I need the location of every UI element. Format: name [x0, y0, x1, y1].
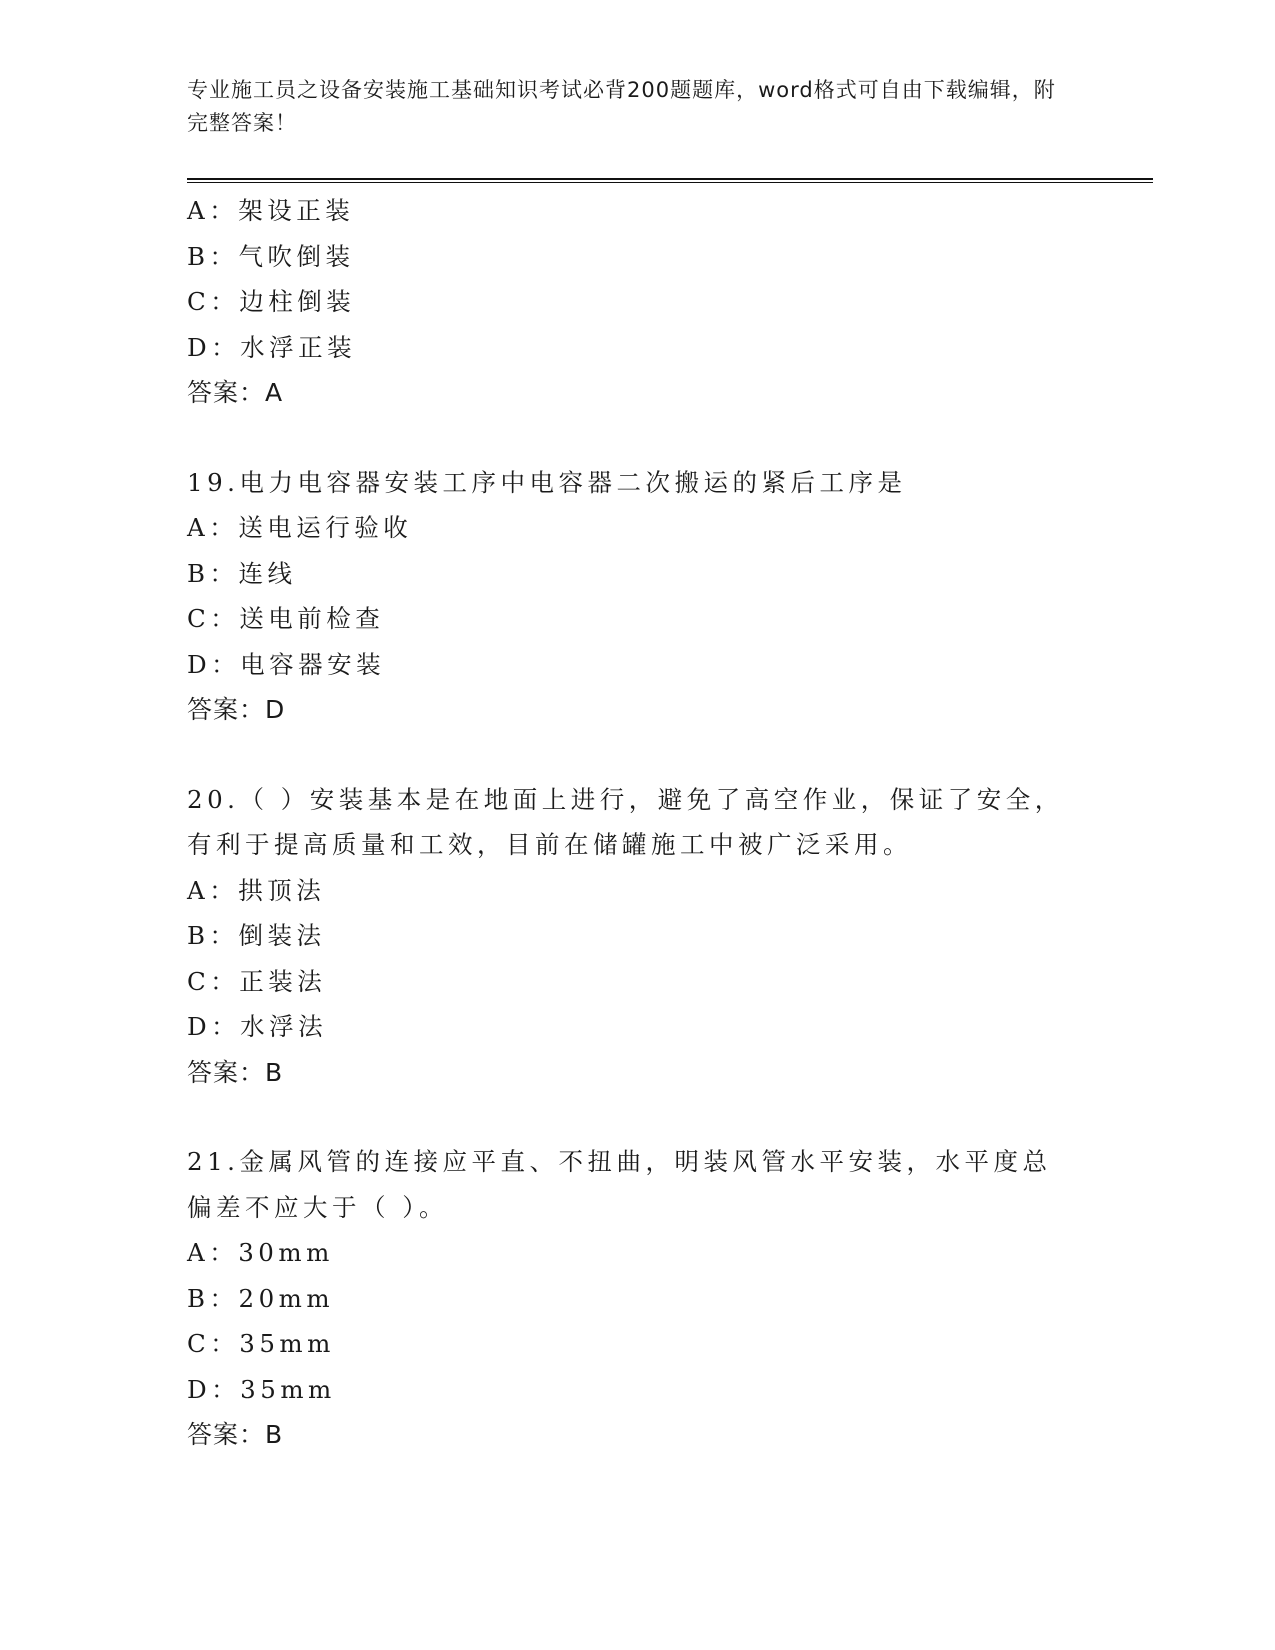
- option-b: B：倒装法: [187, 921, 326, 950]
- option-b: B：20mm: [187, 1283, 335, 1313]
- question-list: [187, 188, 1087, 1458]
- option-a: A：30mm: [187, 1238, 334, 1267]
- option-a: A：拱顶法: [187, 875, 326, 905]
- header-divider: [187, 178, 1153, 183]
- question-stem: 19.电力电容器安装工序中电容器二次搬运的紧后工序是: [187, 467, 907, 497]
- question-block: [187, 188, 1087, 416]
- question-block: [187, 777, 1087, 1096]
- option-b: B：连线: [187, 558, 297, 588]
- option-d: D：电容器安装: [187, 649, 386, 679]
- answer-line: 答案：A: [187, 378, 284, 407]
- option-c: C：送电前检查: [187, 604, 385, 633]
- option-a: A：架设正装: [187, 196, 355, 225]
- answer-line: 答案：B: [187, 1420, 284, 1449]
- option-d: D：水浮法: [187, 1012, 328, 1041]
- answer-line: 答案：B: [187, 1057, 284, 1087]
- option-d: D：35mm: [187, 1374, 336, 1404]
- option-c: C：边柱倒装: [187, 287, 356, 316]
- question-stem: 21.金属风管的连接应平直、不扭曲，明装风管水平安装，水平度总偏差不应大于（ ）。: [187, 1147, 1052, 1222]
- question-stem: 20.（ ）安装基本是在地面上进行，避免了高空作业，保证了安全，有利于提高质量和工效，目前在储罐施工中被广泛采用。: [187, 784, 1064, 859]
- option-c: C：35mm: [187, 1329, 335, 1358]
- question-block: [187, 460, 1087, 733]
- question-block: [187, 1139, 1087, 1458]
- option-c: C：正装法: [187, 966, 327, 996]
- answer-line: 答案：D: [187, 695, 286, 724]
- option-d: D：水浮正装: [187, 332, 357, 362]
- option-b: B：气吹倒装: [187, 241, 355, 271]
- option-a: A：送电运行验收: [187, 513, 413, 542]
- document-header: 专业施工员之设备安装施工基础知识考试必背200题题库，word格式可自由下载编辑，附完整答案！: [187, 78, 1056, 135]
